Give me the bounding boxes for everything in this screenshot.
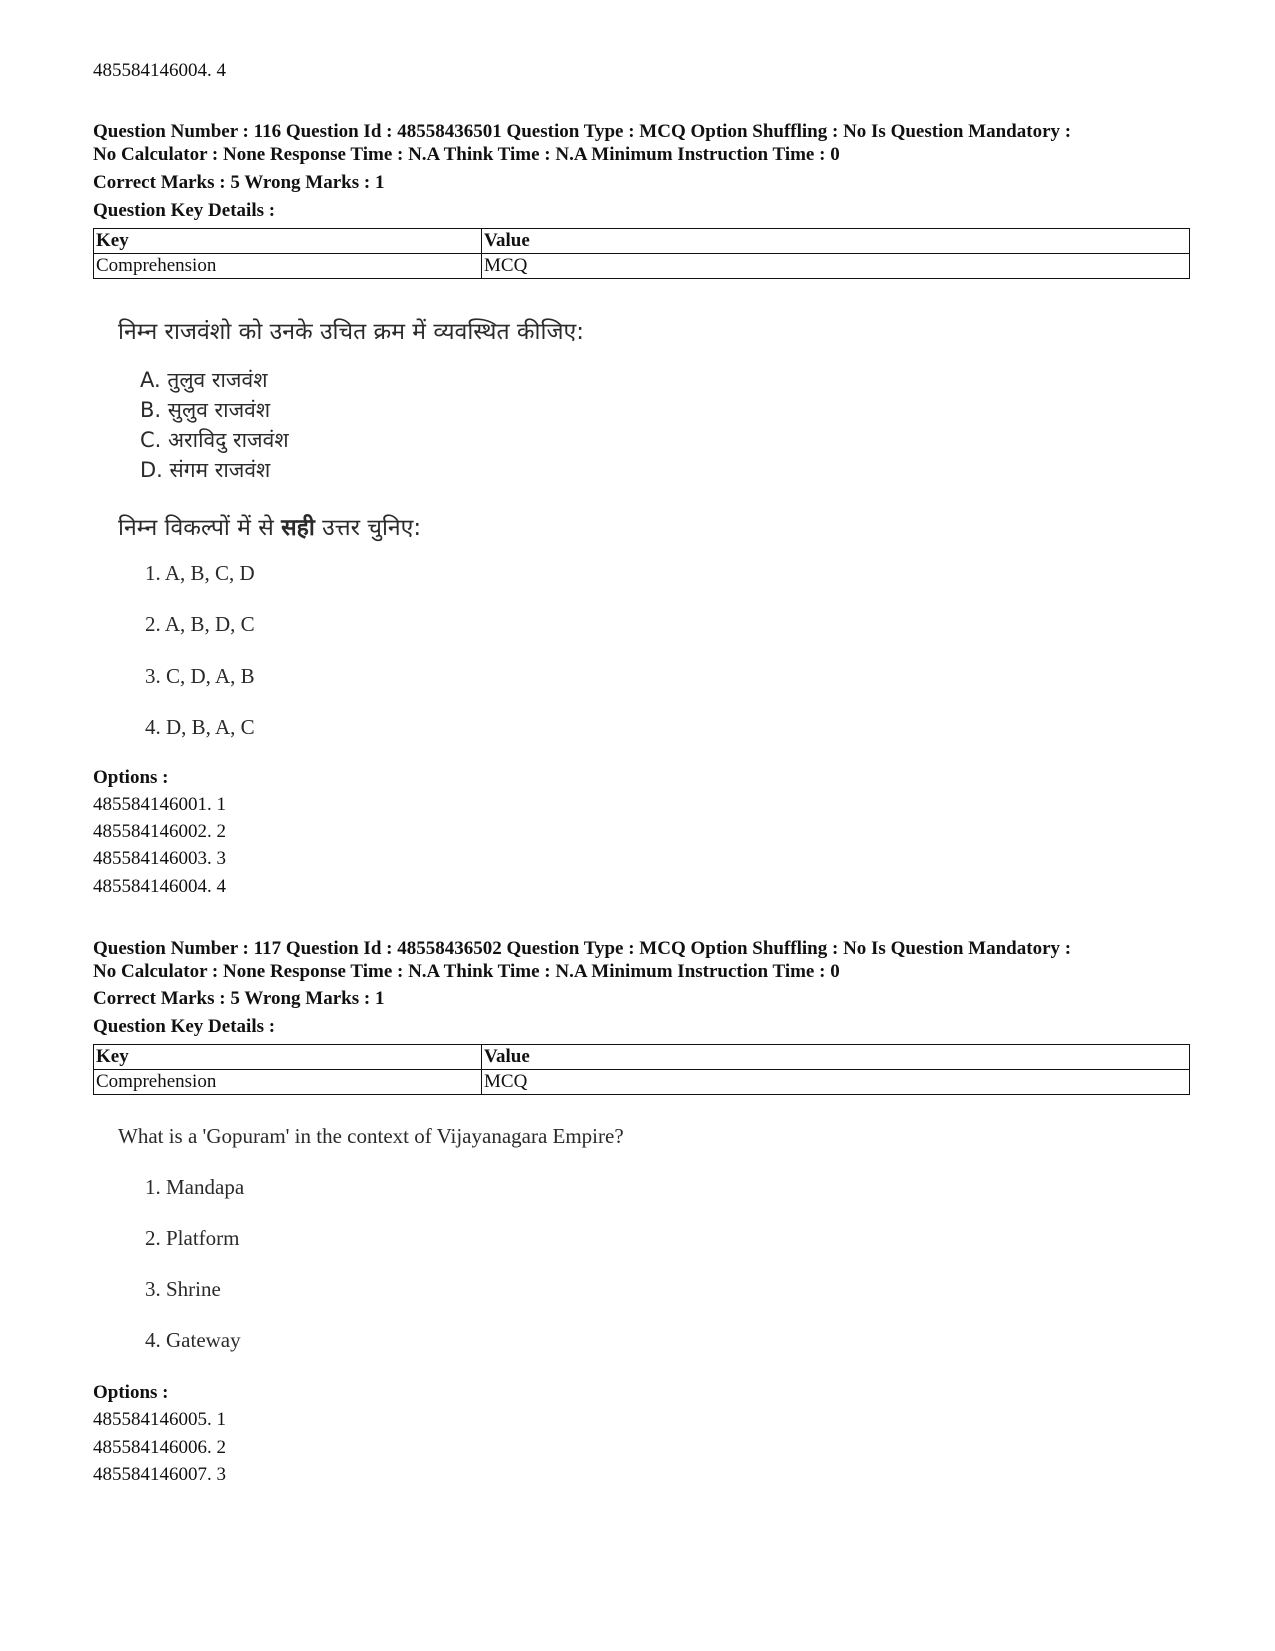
- table-cell-key: Comprehension: [94, 254, 482, 279]
- choice-item: 4. Gateway: [145, 1328, 241, 1352]
- options-label: Options :: [93, 767, 169, 788]
- question-header: [93, 120, 1193, 166]
- table-header-row: [94, 229, 1190, 254]
- question-header-line1: Question Number : 116 Question Id : 48558436501 Question Type : MCQ Option Shuffling : No Is Question Mandatory :: [93, 121, 1072, 142]
- question-header-line2: No Calculator : None Response Time : N.A Think Time : N.A Minimum Instruction Time : 0: [93, 961, 840, 982]
- choice-item: 2. Platform: [145, 1226, 240, 1250]
- question-header: [93, 937, 1193, 983]
- choice-item: 1. A, B, C, D: [145, 561, 255, 585]
- instruction-bold: सही: [281, 515, 315, 541]
- marks-line: Correct Marks : 5 Wrong Marks : 1: [93, 988, 385, 1009]
- list-item: C. अराविदु राजवंश: [140, 428, 289, 452]
- table-header-value: Value: [482, 229, 1190, 254]
- table-header-key: Key: [94, 1045, 482, 1070]
- list-item: A. तुलुव राजवंश: [140, 368, 268, 392]
- option-line: 485584146001. 1: [93, 794, 226, 815]
- question-header-line2: No Calculator : None Response Time : N.A Think Time : N.A Minimum Instruction Time : 0: [93, 144, 840, 165]
- table-row: [94, 254, 1190, 279]
- option-line: 485584146006. 2: [93, 1437, 226, 1458]
- table-cell-key: Comprehension: [94, 1070, 482, 1095]
- list-item: D. संगम राजवंश: [140, 458, 271, 482]
- instruction-pre: निम्न विकल्पों में से: [118, 515, 282, 541]
- table-header-row: [94, 1045, 1190, 1070]
- choice-item: 3. C, D, A, B: [145, 664, 255, 688]
- instruction-text: [118, 510, 421, 542]
- marks-line: Correct Marks : 5 Wrong Marks : 1: [93, 172, 385, 193]
- previous-option-line: 485584146004. 4: [93, 60, 226, 81]
- key-details-label: Question Key Details :: [93, 200, 276, 221]
- instruction-post: उत्तर चुनिए:: [314, 515, 422, 541]
- option-line: 485584146003. 3: [93, 848, 226, 869]
- key-details-label: Question Key Details :: [93, 1016, 276, 1037]
- option-line: 485584146002. 2: [93, 821, 226, 842]
- choice-item: 2. A, B, D, C: [145, 612, 255, 636]
- choice-item: 1. Mandapa: [145, 1175, 245, 1199]
- table-cell-value: MCQ: [482, 1070, 1190, 1095]
- question-key-table: [93, 1044, 1190, 1095]
- table-cell-value: MCQ: [482, 254, 1190, 279]
- table-header-value: Value: [482, 1045, 1190, 1070]
- question-text: What is a 'Gopuram' in the context of Vijayanagara Empire?: [118, 1124, 624, 1148]
- table-header-key: Key: [94, 229, 482, 254]
- option-line: 485584146005. 1: [93, 1409, 226, 1430]
- list-item: B. सुलुव राजवंश: [140, 398, 271, 422]
- question-text: निम्न राजवंशो को उनके उचित क्रम में व्यवस्थित कीजिए:: [118, 319, 585, 345]
- option-line: 485584146007. 3: [93, 1464, 226, 1485]
- question-key-table: [93, 228, 1190, 279]
- options-label: Options :: [93, 1382, 169, 1403]
- table-row: [94, 1070, 1190, 1095]
- option-line: 485584146004. 4: [93, 876, 226, 897]
- question-header-line1: Question Number : 117 Question Id : 48558436502 Question Type : MCQ Option Shuffling : No Is Question Mandatory :: [93, 938, 1072, 959]
- choice-item: 4. D, B, A, C: [145, 715, 255, 739]
- choice-item: 3. Shrine: [145, 1277, 221, 1301]
